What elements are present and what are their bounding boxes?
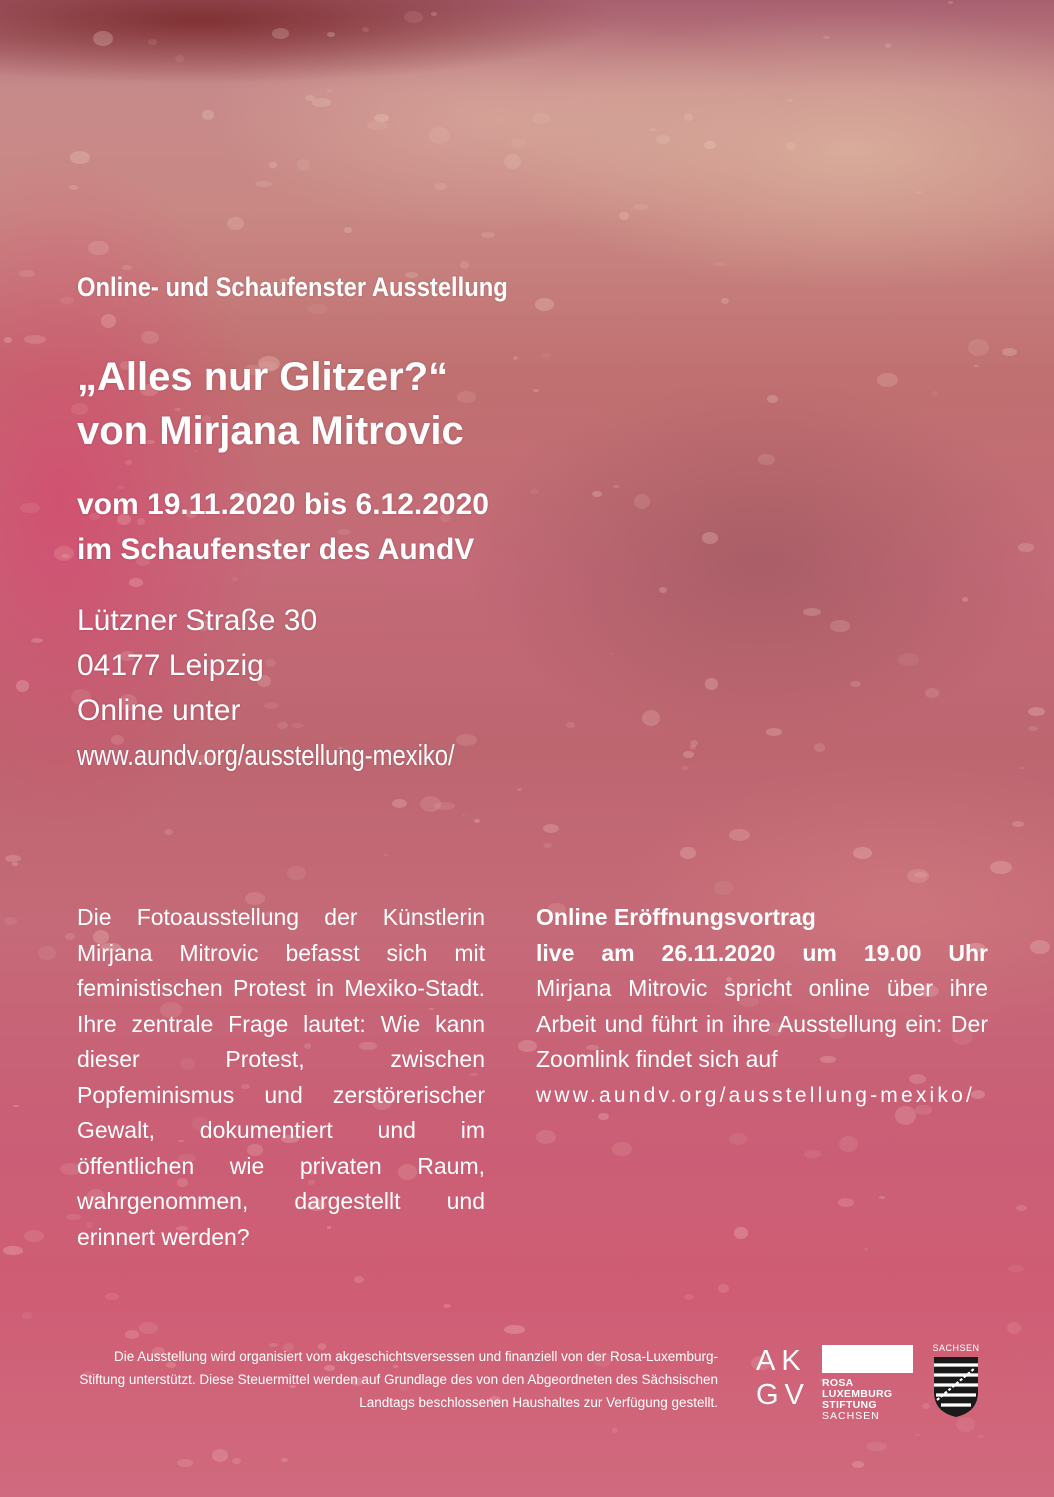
- glitter-speck: [612, 1142, 633, 1156]
- glitter-speck: [344, 227, 352, 233]
- exhibition-dates: [77, 482, 489, 572]
- glitter-speck: [1030, 940, 1050, 954]
- glitter-speck: [4, 917, 17, 925]
- exhibition-type: Online- und Schaufenster Ausstellung: [77, 272, 508, 302]
- glitter-speck: [404, 11, 424, 23]
- glitter-speck: [1020, 767, 1025, 769]
- glitter-speck: [683, 751, 695, 757]
- glitter-speck: [702, 532, 718, 544]
- glitter-speck: [212, 1449, 229, 1462]
- glitter-speck: [101, 314, 117, 328]
- glitter-speck: [420, 796, 441, 812]
- glitter-speck: [517, 788, 522, 791]
- glitter-speck: [24, 335, 46, 344]
- city: 04177 Leipzig: [77, 649, 264, 682]
- glitter-speck: [434, 802, 455, 811]
- glitter-speck: [20, 503, 39, 513]
- exhibition-title: [77, 350, 464, 458]
- glitter-speck: [392, 799, 407, 808]
- glitter-speck: [202, 110, 215, 120]
- glitter-speck: [22, 1312, 32, 1320]
- glitter-speck: [129, 578, 143, 588]
- glitter-speck: [690, 740, 698, 746]
- glitter-speck: [729, 829, 750, 841]
- glitter-speck: [758, 454, 775, 464]
- glitter-speck: [721, 298, 729, 304]
- glitter-speck: [540, 353, 551, 358]
- exhibition-description: Die Fotoausstellung der Künstlerin Mirjana Mitrovic befasst sich mit feministischen Protest in Mexiko-Stadt. Ihre zentrale Frage lautet: Wie kann dieser Protest, zwischen Popfeminismus und zerstörerischer Gewalt, dokumentiert und im öffentlichen wie privaten Raum, wahrgenommen, dargestellt und erinnert werden?: [77, 904, 485, 1250]
- exhibition-url[interactable]: www.aundv.org/ausstellung-mexiko/: [77, 740, 455, 772]
- venue: im Schaufenster des AundV: [77, 533, 475, 566]
- glitter-speck: [543, 824, 559, 833]
- glitter-speck: [1016, 1205, 1026, 1211]
- glitter-speck: [326, 89, 332, 92]
- date-range: vom 19.11.2020 bis 6.12.2020: [77, 488, 489, 521]
- glitter-speck: [1028, 707, 1045, 716]
- glitter-speck: [504, 1325, 525, 1335]
- glitter-speck: [1007, 1322, 1021, 1333]
- glitter-speck: [814, 743, 825, 752]
- sachsen-crest-icon: [933, 1356, 979, 1418]
- glitter-speck: [718, 1284, 729, 1293]
- street: Lützner Straße 30: [77, 604, 318, 637]
- glitter-speck: [680, 847, 695, 859]
- glitter-speck: [61, 554, 71, 558]
- glitter-speck: [907, 869, 929, 883]
- glitter-speck: [374, 114, 390, 122]
- glitter-speck: [956, 1417, 975, 1431]
- glitter-speck: [850, 681, 861, 687]
- glitter-speck: [612, 1428, 618, 1433]
- glitter-speck: [443, 1304, 451, 1308]
- lecture-time: live am 26.11.2020 um 19.00 Uhr: [536, 939, 988, 966]
- glitter-speck: [974, 365, 979, 367]
- glitter-speck: [682, 766, 689, 770]
- glitter-speck: [968, 339, 989, 356]
- glitter-speck: [1028, 726, 1039, 731]
- glitter-speck: [543, 843, 553, 848]
- glitter-speck: [948, 1, 953, 3]
- glitter-speck: [619, 212, 628, 220]
- lecture-body: Mirjana Mitrovic spricht online über ihre Arbeit und führt in ihre Ausstellung ein: Der Zoomlink findet sich auf: [536, 975, 988, 1072]
- glitter-speck: [852, 1461, 864, 1468]
- glitter-speck: [384, 854, 388, 857]
- glitter-speck: [734, 1227, 749, 1238]
- glitter-speck: [853, 847, 873, 859]
- glitter-speck: [766, 728, 782, 736]
- glitter-speck: [255, 181, 272, 188]
- glitter-speck: [504, 154, 521, 168]
- glitter-speck: [634, 494, 651, 509]
- glitter-speck: [141, 331, 159, 344]
- sachsen-label: SACHSEN: [932, 1343, 980, 1353]
- glitter-speck: [932, 391, 938, 396]
- glitter-speck: [105, 1293, 118, 1300]
- rls-line-2: LUXEMBURG: [822, 1388, 893, 1400]
- glitter-speck: [962, 597, 968, 602]
- glitter-speck: [54, 546, 74, 561]
- glitter-speck: [434, 183, 446, 190]
- glitter-speck: [714, 881, 733, 896]
- glitter-speck: [1018, 543, 1034, 551]
- glitter-speck: [305, 95, 314, 101]
- glitter-speck: [729, 1133, 747, 1144]
- glitter-speck: [175, 55, 183, 62]
- funding-note: Die Ausstellung wird organisiert vom akgeschichtsversessen und finanziell von der Rosa-Luxemburg-Stiftung unterstützt. Diese Steuermittel werden auf Grundlage des von den Abgeordneten des Sächsischen Landtags beschlossenen Haushaltes zur Verfügung gestellt.: [79, 1349, 718, 1410]
- glitter-speck: [803, 608, 821, 615]
- glitter-speck: [804, 1150, 821, 1158]
- glitter-speck: [60, 297, 74, 304]
- glitter-speck: [16, 680, 29, 692]
- glitter-speck: [3, 1246, 23, 1256]
- glitter-speck: [649, 128, 656, 131]
- glitter-speck: [297, 159, 310, 171]
- glitter-speck: [532, 113, 550, 124]
- glitter-speck: [705, 678, 718, 689]
- glitter-speck: [460, 261, 469, 269]
- glitter-speck: [518, 1040, 538, 1052]
- glitter-speck: [511, 138, 526, 149]
- glitter-speck: [272, 28, 289, 38]
- glitter-speck: [915, 1434, 920, 1436]
- glitter-speck: [990, 861, 1012, 874]
- glitter-speck: [787, 99, 793, 103]
- lecture-url[interactable]: www.aundv.org/ausstellung-mexiko/: [536, 1083, 976, 1107]
- glitter-speck: [916, 191, 923, 194]
- glitter-speck: [461, 813, 466, 816]
- online-label: Online unter: [77, 694, 241, 727]
- glitter-speck: [70, 151, 90, 163]
- glitter-speck: [125, 1330, 139, 1338]
- glitter-speck: [530, 489, 539, 494]
- glitter-speck: [19, 270, 35, 276]
- glitter-speck: [536, 1130, 556, 1144]
- glitter-speck: [598, 1113, 608, 1121]
- rls-logo-bar: [822, 1345, 913, 1373]
- glitter-speck: [38, 946, 56, 960]
- glitter-speck: [866, 1442, 887, 1451]
- glitter-speck: [823, 36, 829, 39]
- glitter-speck: [431, 12, 437, 16]
- glitter-speck: [31, 638, 43, 643]
- title-line-1: „Alles nur Glitzer?“: [77, 355, 449, 399]
- rls-line-4: SACHSEN: [822, 1410, 880, 1422]
- rls-line-1: ROSA: [822, 1377, 854, 1389]
- glitter-speck: [4, 337, 13, 343]
- glitter-speck: [839, 1136, 858, 1152]
- address-block: [77, 598, 537, 779]
- glitter-speck: [885, 43, 891, 48]
- glitter-speck: [767, 395, 778, 403]
- rls-logo: [822, 1378, 922, 1422]
- glitter-speck: [684, 1294, 694, 1300]
- opening-lecture: [536, 900, 988, 1113]
- glitter-speck: [566, 722, 575, 729]
- glitter-speck: [232, 577, 238, 581]
- glitter-speck: [925, 688, 939, 697]
- glitter-speck: [535, 298, 554, 311]
- glitter-speck: [367, 121, 388, 130]
- glitter-speck: [1002, 348, 1017, 356]
- glitter-speck: [69, 185, 77, 190]
- glitter-speck: [269, 162, 276, 167]
- glitter-speck: [659, 587, 667, 593]
- glitter-speck: [327, 32, 335, 37]
- glitter-speck: [312, 98, 331, 107]
- glitter-speck: [287, 866, 305, 880]
- glitter-speck: [533, 389, 540, 392]
- glitter-speck: [879, 1196, 885, 1199]
- glitter-speck: [13, 1105, 19, 1108]
- glitter-speck: [715, 262, 725, 267]
- glitter-speck: [513, 356, 518, 360]
- glitter-speck: [877, 373, 897, 387]
- glitter-speck: [1008, 1265, 1024, 1272]
- glitter-speck: [474, 819, 479, 823]
- glitter-speck: [684, 113, 693, 120]
- glitter-speck: [977, 1435, 984, 1438]
- glitter-speck: [24, 1230, 44, 1242]
- glitter-speck: [656, 135, 671, 143]
- glitter-speck: [65, 933, 75, 940]
- glitter-speck: [429, 127, 450, 144]
- glitter-speck: [1012, 821, 1024, 826]
- glitter-speck: [592, 491, 602, 497]
- glitter-speck: [864, 1248, 868, 1251]
- lecture-heading: Online Eröffnungsvortrag: [536, 904, 816, 930]
- glitter-speck: [122, 265, 131, 269]
- glitter-speck: [5, 855, 21, 862]
- glitter-speck: [786, 142, 795, 150]
- glitter-speck: [922, 1403, 930, 1409]
- glitter-speck: [704, 141, 716, 149]
- glitter-speck: [227, 217, 244, 230]
- glitter-speck: [139, 1322, 158, 1334]
- glitter-speck: [164, 829, 172, 835]
- glitter-speck: [914, 872, 927, 878]
- glitter-speck: [642, 710, 660, 726]
- glitter-speck: [362, 27, 369, 32]
- glitter-speck: [93, 31, 112, 47]
- glitter-speck: [88, 241, 108, 255]
- glitter-speck: [633, 204, 648, 210]
- glitter-speck: [690, 745, 696, 749]
- akgv-logo: AK GV: [756, 1345, 810, 1411]
- glitter-speck: [898, 653, 919, 666]
- glitter-speck: [125, 460, 133, 465]
- glitter-speck: [613, 485, 620, 488]
- glitter-speck: [177, 1459, 193, 1468]
- rls-line-3: STIFTUNG: [822, 1399, 877, 1411]
- glitter-speck: [148, 39, 157, 45]
- glitter-speck: [12, 862, 18, 865]
- glitter-speck: [838, 1198, 854, 1207]
- title-line-2: von Mirjana Mitrovic: [77, 409, 464, 453]
- glitter-speck: [354, 1276, 364, 1283]
- glitter-speck: [232, 1458, 240, 1464]
- glitter-speck: [609, 653, 613, 655]
- glitter-speck: [481, 232, 495, 238]
- glitter-speck: [281, 1458, 289, 1462]
- glitter-speck: [830, 620, 849, 633]
- glitter-speck: [307, 304, 328, 314]
